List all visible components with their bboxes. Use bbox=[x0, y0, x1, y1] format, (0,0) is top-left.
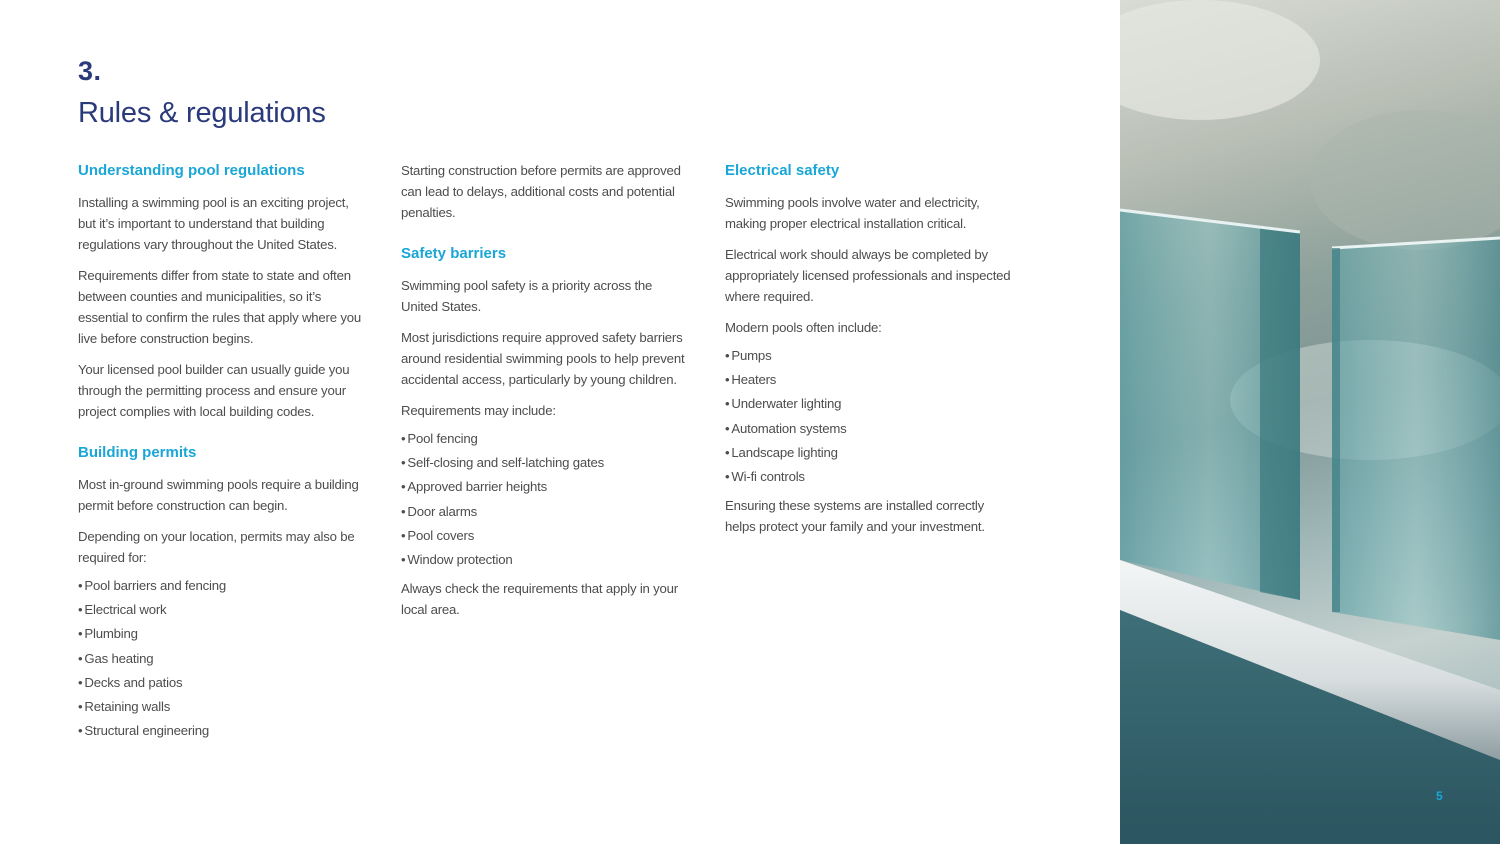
list-item: • Window protection bbox=[401, 548, 691, 572]
paragraph: Requirements differ from state to state and often between counties and municipalities, so it’s essential to confirm the rules that apply where you live before construction begins. bbox=[78, 268, 362, 346]
column-2 bbox=[401, 160, 691, 630]
paragraph: Electrical work should always be completed by appropriately licensed professionals and inspected where required. bbox=[725, 247, 1011, 304]
list-item: • Underwater lighting bbox=[725, 392, 1015, 416]
list-item: • Retaining walls bbox=[78, 695, 368, 719]
paragraph: Always check the requirements that apply in your local area. bbox=[401, 581, 679, 618]
list-item: • Wi-fi controls bbox=[725, 465, 1015, 489]
list-item: • Pumps bbox=[725, 344, 1015, 368]
glass-barrier-illustration bbox=[1120, 0, 1500, 844]
list-item: • Plumbing bbox=[78, 622, 368, 646]
list-item: • Electrical work bbox=[78, 598, 368, 622]
list-item: • Heaters bbox=[725, 368, 1015, 392]
list-item: • Pool barriers and fencing bbox=[78, 574, 368, 598]
paragraph: Installing a swimming pool is an exciting project, but it’s important to understand that building regulations vary throughout the United States. bbox=[78, 195, 349, 252]
list-item: • Door alarms bbox=[401, 500, 691, 524]
list-item: • Pool fencing bbox=[401, 427, 691, 451]
heading-electrical-safety: Electrical safety bbox=[725, 162, 840, 179]
list-item: • Structural engineering bbox=[78, 719, 368, 743]
list-item: • Approved barrier heights bbox=[401, 475, 691, 499]
paragraph: Requirements may include: bbox=[401, 403, 556, 418]
paragraph: Ensuring these systems are installed correctly helps protect your family and your investment. bbox=[725, 498, 985, 535]
glass-barrier-photo bbox=[1120, 0, 1500, 844]
heading-building-permits: Building permits bbox=[78, 444, 197, 461]
permits-bullet-list bbox=[78, 574, 368, 743]
column-3 bbox=[725, 160, 1015, 547]
heading-safety-barriers: Safety barriers bbox=[401, 245, 507, 262]
section-number: 3. bbox=[78, 56, 102, 86]
paragraph: Starting construction before permits are approved can lead to delays, additional costs and potential penalties. bbox=[401, 163, 681, 220]
list-item: • Decks and patios bbox=[78, 671, 368, 695]
list-item: • Self-closing and self-latching gates bbox=[401, 451, 691, 475]
page-number: 5 bbox=[1436, 789, 1443, 803]
list-item: • Pool covers bbox=[401, 524, 691, 548]
electrical-bullet-list bbox=[725, 344, 1015, 489]
heading-understanding-pool-regulations: Understanding pool regulations bbox=[78, 162, 305, 179]
paragraph: Modern pools often include: bbox=[725, 320, 882, 335]
paragraph: Your licensed pool builder can usually guide you through the permitting process and ensure your project complies with local building codes. bbox=[78, 362, 350, 419]
list-item: • Gas heating bbox=[78, 647, 368, 671]
column-1 bbox=[78, 160, 368, 749]
section-title: Rules & regulations bbox=[78, 97, 326, 129]
list-item: • Automation systems bbox=[725, 417, 1015, 441]
barriers-bullet-list bbox=[401, 427, 691, 572]
list-item: • Landscape lighting bbox=[725, 441, 1015, 465]
paragraph: Depending on your location, permits may also be required for: bbox=[78, 529, 355, 565]
paragraph: Most in-ground swimming pools require a building permit before construction can begin. bbox=[78, 477, 359, 513]
paragraph: Most jurisdictions require approved safety barriers around residential swimming pools to help prevent accidental access, particularly by young children. bbox=[401, 330, 685, 387]
paragraph: Swimming pool safety is a priority across the United States. bbox=[401, 278, 653, 314]
paragraph: Swimming pools involve water and electricity, making proper electrical installation critical. bbox=[725, 195, 980, 231]
